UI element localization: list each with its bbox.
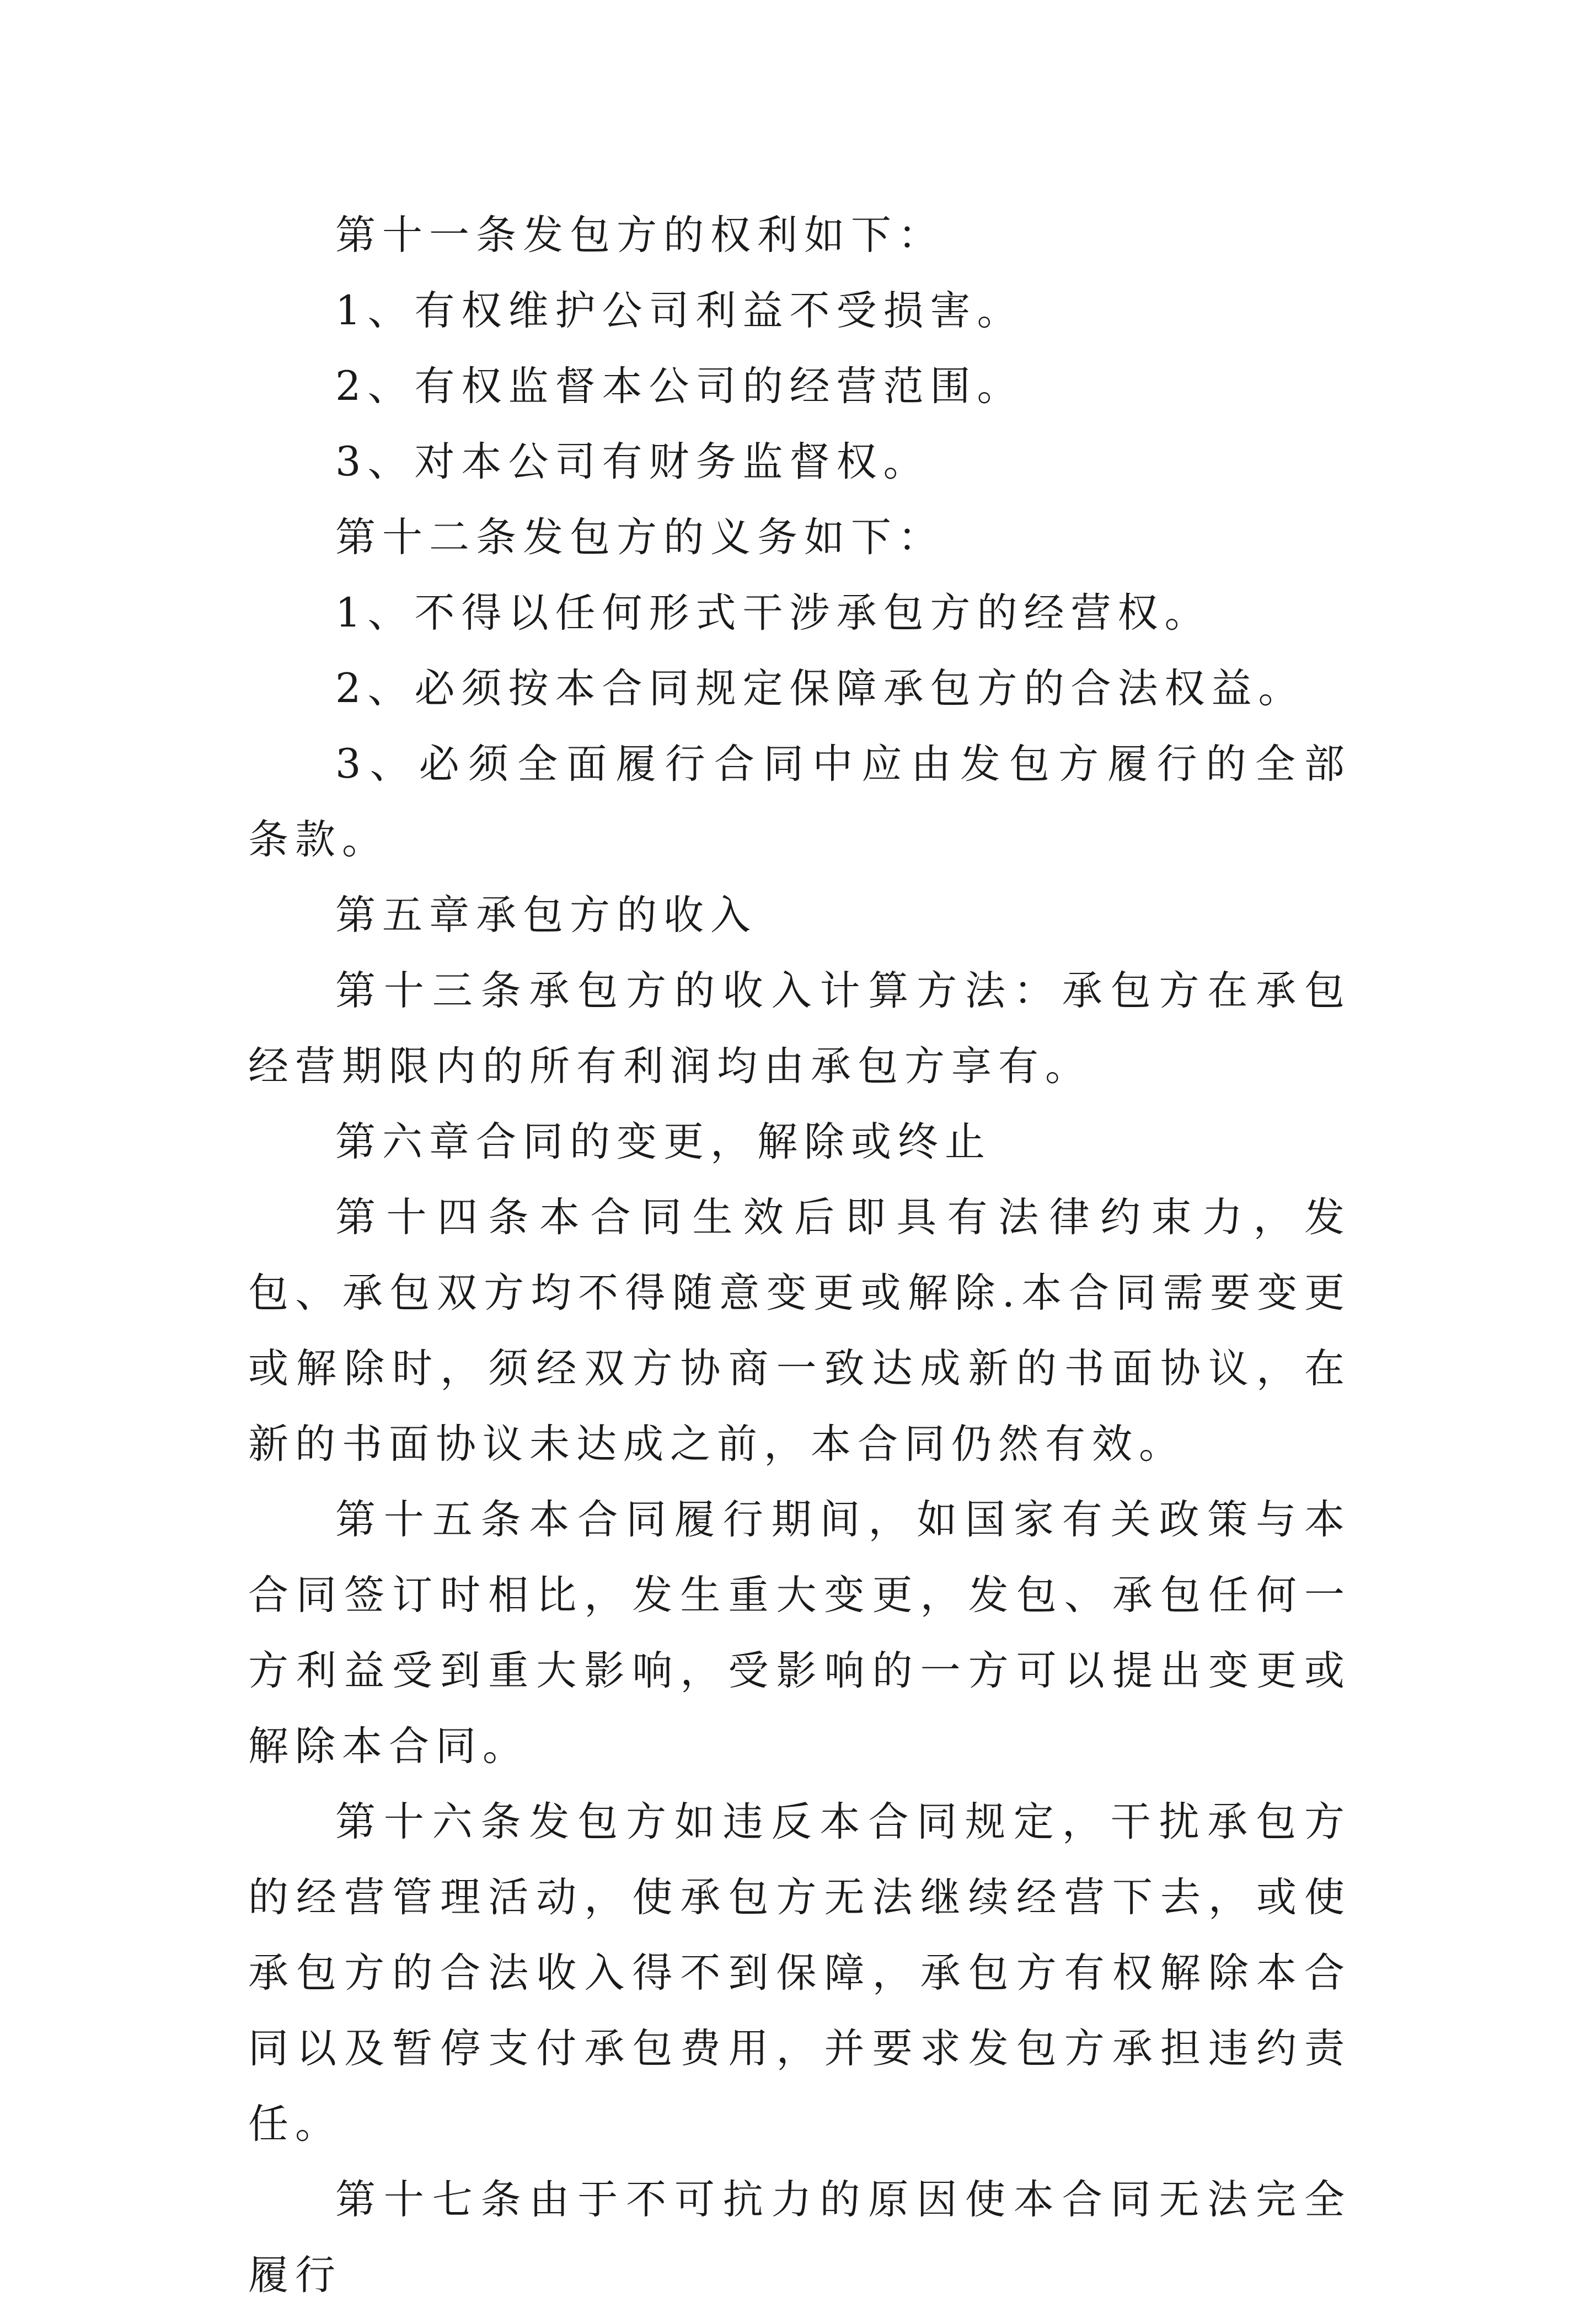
list-item: 1、有权维护公司利益不受损害。 — [335, 287, 1024, 334]
chapter-5-title: 第五章承包方的收入 — [335, 892, 757, 939]
list-item: 2、必须按本合同规定保障承包方的合法权益。 — [335, 665, 1305, 712]
clause-16: 第十六条发包方如违反本合同规定，干扰承包方的经营管理活动，使承包方无法继续经营下去，或使承包方的合法收入得不到保障，承包方有权解除本合同以及暂停支付承包费用，并要求发包方承担违约责任。 — [248, 1798, 1351, 2148]
list-item: 2、有权监督本公司的经营范围。 — [335, 363, 1024, 410]
clause-13: 第十三条承包方的收入计算方法：承包方在承包经营期限内的所有利润均由承包方享有。 — [248, 967, 1351, 1090]
clause-12-heading: 第十二条发包方的义务如下： — [335, 514, 945, 561]
list-item: 3、必须全面履行合同中应由发包方履行的全部条款。 — [248, 741, 1351, 863]
clause-11-heading: 第十一条发包方的权利如下： — [335, 212, 945, 259]
clause-17: 第十七条由于不可抗力的原因使本合同无法完全履行 — [248, 2176, 1351, 2299]
chapter-6-title: 第六章合同的变更，解除或终止 — [335, 1118, 992, 1165]
list-item: 1、不得以任何形式干涉承包方的经营权。 — [335, 590, 1212, 636]
document-body — [248, 197, 1351, 2313]
list-item: 3、对本公司有财务监督权。 — [335, 438, 930, 485]
clause-15: 第十五条本合同履行期间，如国家有关政策与本合同签订时相比，发生重大变更，发包、承包任何一方利益受到重大影响，受影响的一方可以提出变更或解除本合同。 — [248, 1496, 1351, 1770]
clause-14: 第十四条本合同生效后即具有法律约束力，发包、承包双方均不得随意变更或解除.本合同需要变更或解除时，须经双方协商一致达成新的书面协议，在新的书面协议未达成之前，本合同仍然有效。 — [248, 1194, 1351, 1468]
